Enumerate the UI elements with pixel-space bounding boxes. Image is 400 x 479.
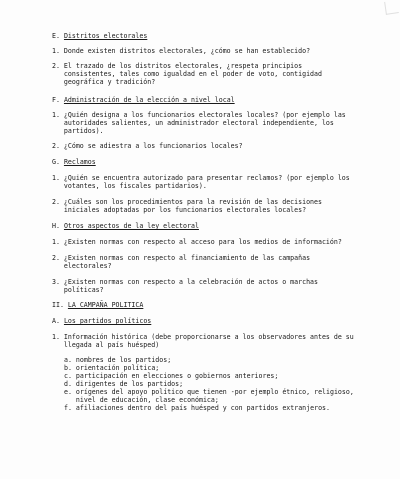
section-heading-e xyxy=(52,32,147,40)
list-item-e-line-1: e. orígenes del apoyo político que tienen -por ejemplo étnico, religioso, xyxy=(64,388,354,396)
question-e2-line-2: consistentes, tales como igualdad en el poder de voto, contigidad xyxy=(52,70,322,78)
question-f1-line-1: 1. ¿Quién designa a los funcionarios electorales locales? (por ejemplo las xyxy=(52,111,346,119)
question-h2-line-2: electorales? xyxy=(52,262,112,270)
section-heading-f xyxy=(52,96,235,104)
question-f2-line-1: 2. ¿Cómo se adiestra a los funcionarios locales? xyxy=(52,142,243,150)
section-label: A. xyxy=(52,317,60,325)
question-h1-line-1: 1. ¿Existen normas con respecto al acceso para los medios de información? xyxy=(52,238,342,246)
question-f1-line-3: partidos). xyxy=(52,127,104,135)
section-heading-a xyxy=(52,317,151,325)
list-item-f: f. afiliaciones dentro del país huésped y con partidos extranjeros. xyxy=(64,404,330,412)
question-e1-line-1: 1. Donde existen distritos electorales, ¿cómo se han establecido? xyxy=(52,47,311,55)
question-f1-line-2: autoridades salientes, un administrador electoral independiente, los xyxy=(52,119,334,127)
section-label: E. xyxy=(52,32,60,40)
section-title: Reclamos xyxy=(63,158,96,166)
section-title: Distritos electorales xyxy=(63,32,148,40)
section-heading-g xyxy=(52,158,96,166)
question-g2-line-1: 2. ¿Cuáles son los procedimientos para la revisión de las decisiones xyxy=(52,198,322,206)
question-e2-line-1: 2. El trazado de los distritos electorales, ¿respeta principios xyxy=(52,62,303,70)
list-item-d: d. dirigentes de los partidos; xyxy=(64,380,184,388)
question-a1-line-2: llegada al país huésped) xyxy=(52,341,160,349)
question-h3-line-2: políticas? xyxy=(52,286,104,294)
list-item-a: a. nombres de los partidos; xyxy=(64,356,172,364)
question-g1-line-1: 1. ¿Quién se encuentra autorizado para presentar reclamos? (por ejemplo los xyxy=(52,174,350,182)
chapter-label: II. xyxy=(52,301,64,309)
question-g2-line-2: iniciales adoptadas por los funcionarios electorales locales? xyxy=(52,206,307,214)
chapter-title: LA CAMPAÑA POLITICA xyxy=(67,301,144,309)
question-h2-line-1: 2. ¿Existen normas con respecto al financiamiento de las campañas xyxy=(52,254,311,262)
question-h3-line-1: 3. ¿Existen normas con respecto a la celebración de actos o marchas xyxy=(52,278,318,286)
section-title: Los partidos políticos xyxy=(63,317,152,325)
list-item-b: b. orientación política; xyxy=(64,364,160,372)
section-title: Otros aspectos de la ley electoral xyxy=(63,222,199,230)
list-item-e-line-2: nivel de educación, clase económica; xyxy=(64,396,219,404)
section-label: H. xyxy=(52,222,60,230)
section-heading-h xyxy=(52,222,199,230)
section-label: G. xyxy=(52,158,60,166)
list-item-c: c. participación en elecciones o gobiernos anteriores; xyxy=(64,372,279,380)
question-a1-line-1: 1. Información histórica (debe proporcionarse a los observadores antes de su xyxy=(52,333,354,341)
section-title: Administración de la elección a nivel local xyxy=(63,96,235,104)
chapter-heading-ii xyxy=(52,301,143,309)
question-g1-line-2: votantes, los fiscales partidarios). xyxy=(52,182,207,190)
page-corner-mark xyxy=(384,0,399,15)
question-e2-line-3: geográfica y tradición? xyxy=(52,78,156,86)
section-label: F. xyxy=(52,96,60,104)
